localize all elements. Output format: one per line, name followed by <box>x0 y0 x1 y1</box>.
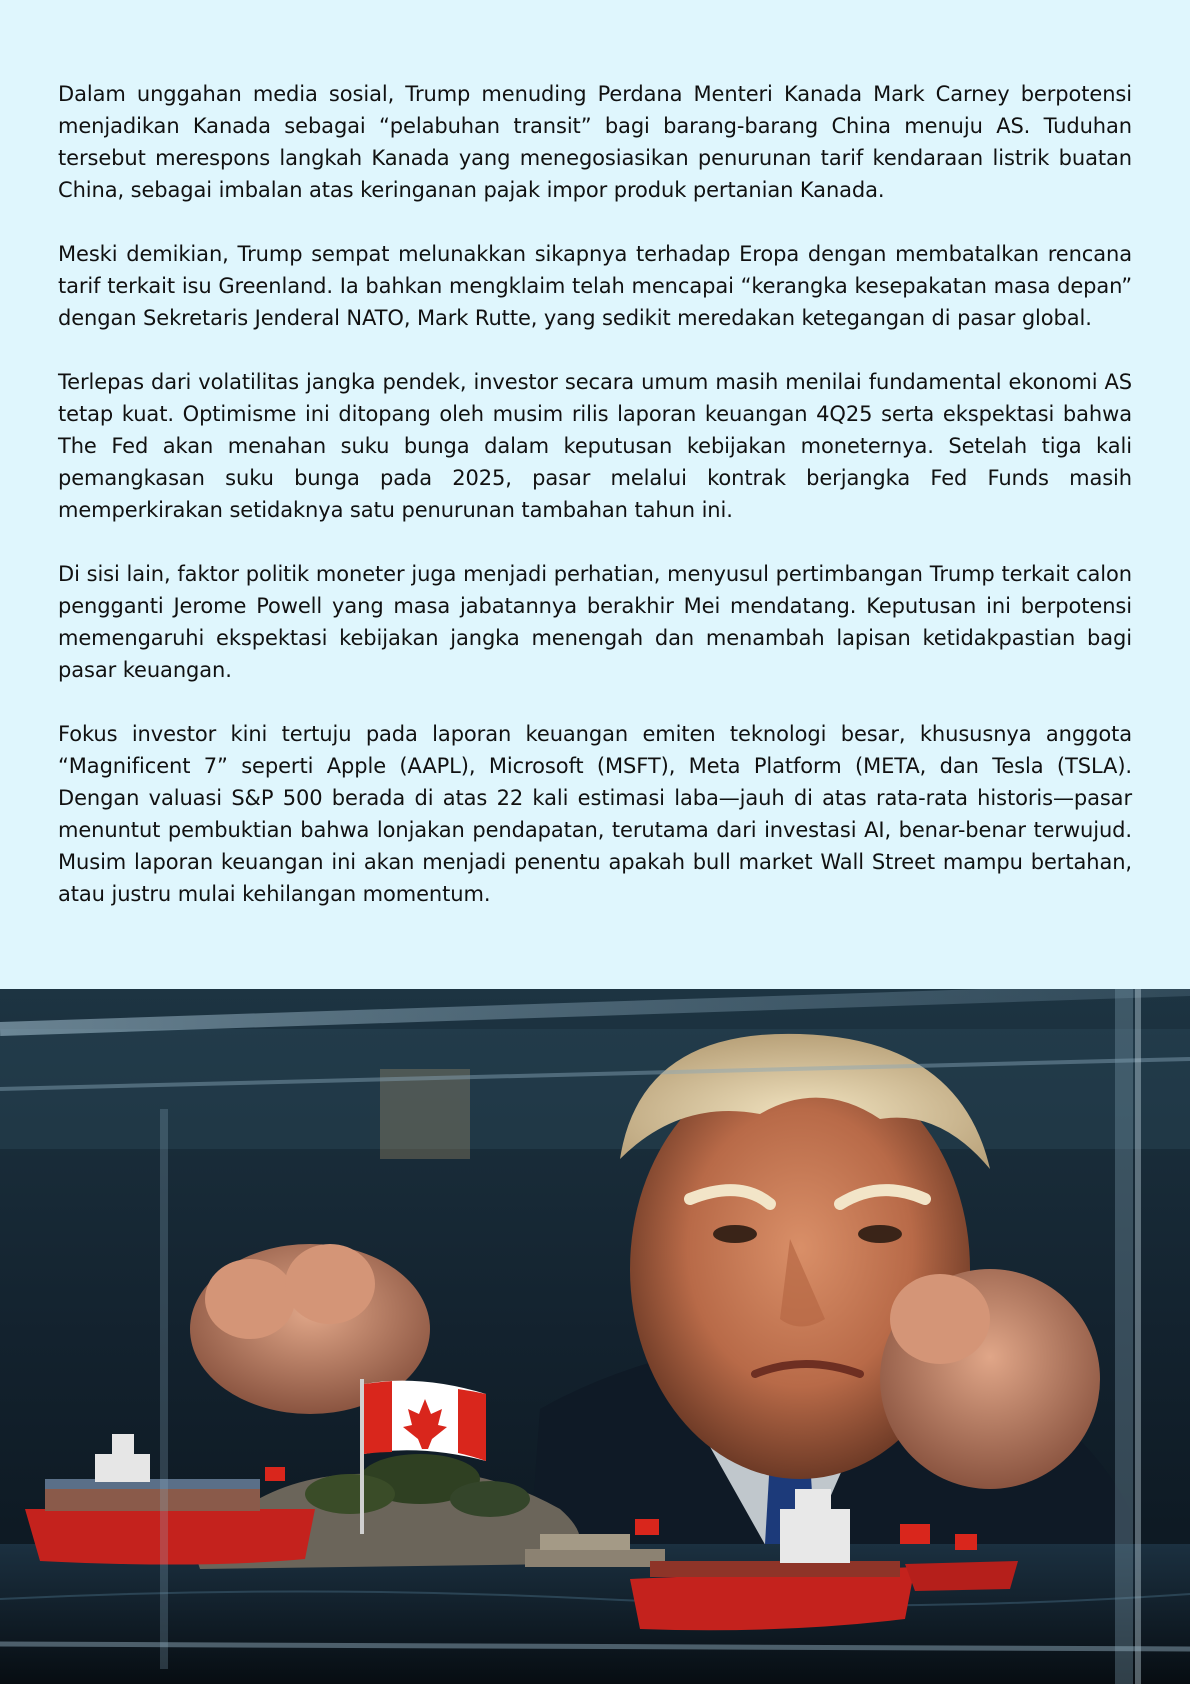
paragraph-2: Meski demikian, Trump sempat melunakkan sikapnya terhadap Eropa dengan membatalkan rencana tarif terkait isu Greenland. Ia bahkan mengklaim telah mencapai “kerangka kesepakatan masa depan” dengan Sekretaris Jenderal NATO, Mark Rutte, yang sedikit meredakan ketegangan di pasar global. <box>58 242 1132 330</box>
paragraph-5: Fokus investor kini tertuju pada laporan keuangan emiten teknologi besar, khususnya anggota “Magnificent 7” seperti Apple (AAPL), Microsoft (MSFT), Meta Platform (META, dan Tesla (TSLA). Dengan valuasi S&P 500 berada di atas 22 kali estimasi laba—jauh di atas rata-rata historis—pasar menuntut pembuktian bahwa lonjakan pendapatan, terutama dari investasi AI, benar-benar terwujud. Musim laporan keuangan ini akan menjadi penentu apakah bull market Wall Street mampu bertahan, atau justru mulai kehilangan momentum. <box>58 722 1132 906</box>
paragraph-3: Terlepas dari volatilitas jangka pendek, investor secara umum masih menilai fundamental ekonomi AS tetap kuat. Optimisme ini ditopang oleh musim rilis laporan keuangan 4Q25 serta ekspektasi bahwa The Fed akan menahan suku bunga dalam keputusan kebijakan moneternya. Setelah tiga kali pemangkasan suku bunga pada 2025, pasar melalui kontrak berjangka Fed Funds masih memperkirakan setidaknya satu penurunan tambahan tahun ini. <box>58 370 1132 522</box>
paragraph-1: Dalam unggahan media sosial, Trump menuding Perdana Menteri Kanada Mark Carney berpotensi menjadikan Kanada sebagai “pelabuhan transit” bagi barang-barang China menuju AS. Tuduhan tersebut merespons langkah Kanada yang menegosiasikan penurunan tarif kendaraan listrik buatan China, sebagai imbalan atas keringanan pajak impor produk pertanian Kanada. <box>58 82 1132 202</box>
article-body <box>58 78 1132 942</box>
illustration-svg <box>0 989 1190 1684</box>
canada-flag <box>364 1381 486 1461</box>
article-illustration <box>0 989 1190 1684</box>
paragraph-4: Di sisi lain, faktor politik moneter juga menjadi perhatian, menyusul pertimbangan Trump terkait calon pengganti Jerome Powell yang masa jabatannya berakhir Mei mendatang. Keputusan ini berpotensi memengaruhi ekspektasi kebijakan jangka menengah dan menambah lapisan ketidakpastian bagi pasar keuangan. <box>58 562 1132 682</box>
